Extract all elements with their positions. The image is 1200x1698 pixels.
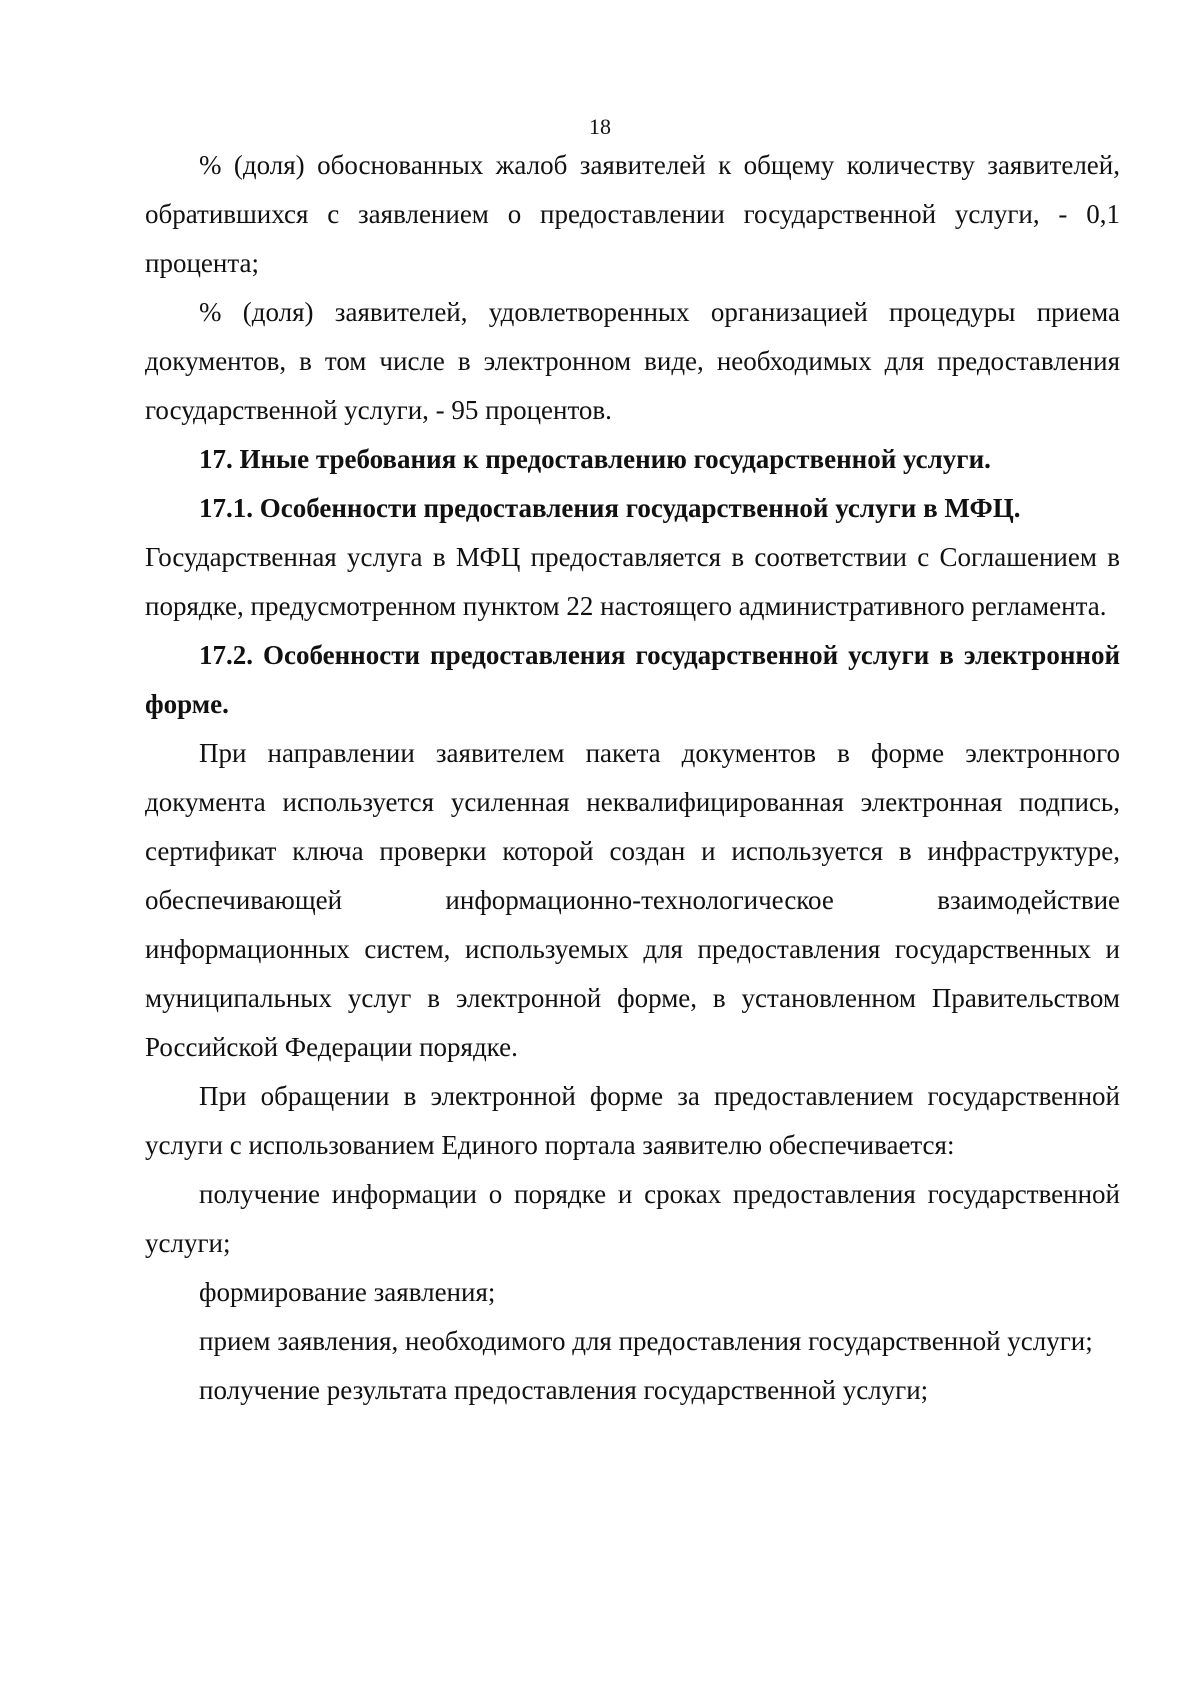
page-number: 18 <box>589 114 611 139</box>
document-body <box>145 141 1120 1415</box>
paragraph-mfc-service: Государственная услуга в МФЦ предоставляется в соответствии с Соглашением в порядке, предусмотренном пунктом 22 настоящего административного регламента. <box>145 542 1120 621</box>
paragraph-complaints-share: % (доля) обоснованных жалоб заявителей к общему количеству заявителей, обратившихся с заявлением о предоставлении государственной услуги, - 0,1 процента; <box>145 150 1120 278</box>
list-item-application-reception: прием заявления, необходимого для предоставления государственной услуги; <box>199 1326 1093 1356</box>
paragraph-satisfied-share: % (доля) заявителей, удовлетворенных организацией процедуры приема документов, в том числе в электронном виде, необходимых для предоставления государственной услуги, - 95 процентов. <box>145 297 1120 425</box>
paragraph-portal-provision: При обращении в электронной форме за предоставлением государственной услуги с использованием Единого портала заявителю обеспечивается: <box>145 1081 1120 1160</box>
paragraph-electronic-signature: При направлении заявителем пакета документов в форме электронного документа используется усиленная неквалифицированная электронная подпись, сертификат ключа проверки которой создан и используется в инфраструктуре, обеспечивающей информационно-технологическое взаимодействие информационных систем, используемых для предоставления государственных и муниципальных услуг в электронной форме, в установленном Правительством Российской Федерации порядке. <box>145 738 1120 1062</box>
heading-section-17: 17. Иные требования к предоставлению государственной услуги. <box>199 444 991 474</box>
list-item-application-forming: формирование заявления; <box>199 1277 496 1307</box>
heading-section-17-2: 17.2. Особенности предоставления государственной услуги в электронной форме. <box>145 640 1120 719</box>
heading-section-17-1: 17.1. Особенности предоставления государственной услуги в МФЦ. <box>199 493 1021 523</box>
list-item-result-receipt: получение результата предоставления государственной услуги; <box>199 1375 929 1405</box>
list-item-info: получение информации о порядке и сроках предоставления государственной услуги; <box>145 1179 1120 1258</box>
